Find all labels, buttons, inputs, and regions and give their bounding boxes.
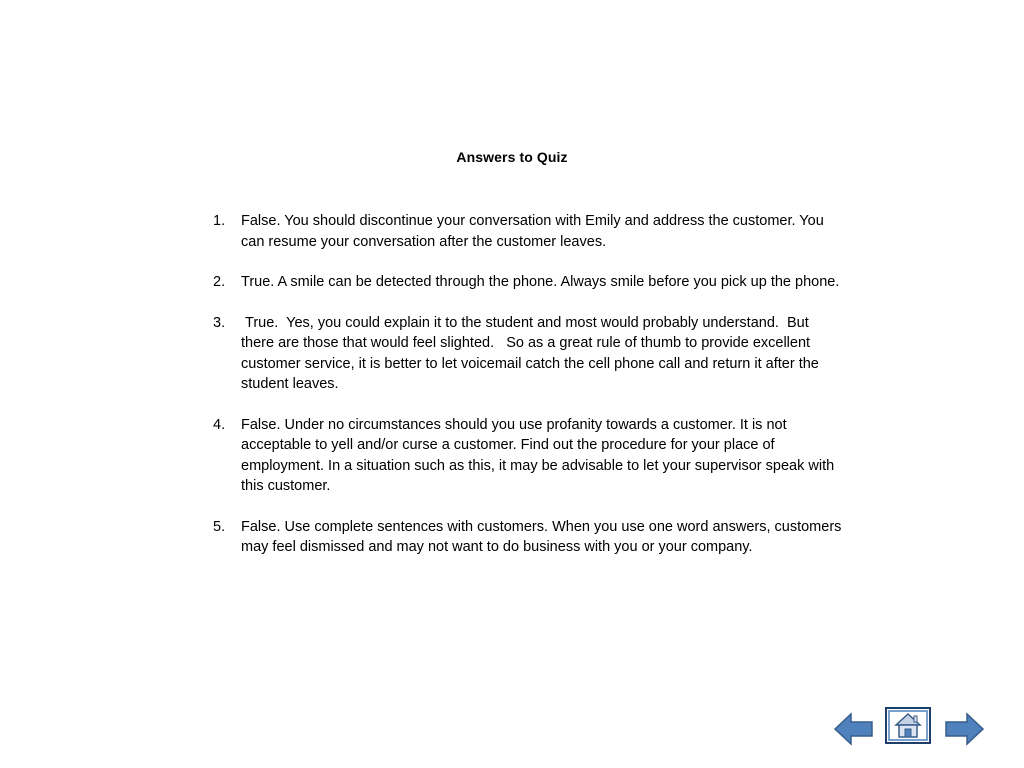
answer-text: False. You should discontinue your conversation with Emily and address the customer. You can resume your conversation after the customer leaves. xyxy=(241,213,824,250)
answer-item-4 xyxy=(213,415,843,497)
answer-number: 5. xyxy=(213,518,226,535)
home-button[interactable] xyxy=(885,707,931,744)
answer-item-1 xyxy=(213,211,843,252)
answer-list xyxy=(213,211,843,578)
answer-item-3 xyxy=(213,313,843,395)
answer-text: False. Under no circumstances should you use profanity towards a customer. It is not acceptable to yell and/or curse a customer. Find out the procedure for your place of employment. In a situation such as this, it may be advisable to let your supervisor speak with this customer. xyxy=(241,416,835,494)
answer-number: 2. xyxy=(213,274,226,290)
answer-text: True. Yes, you could explain it to the student and most would probably understand. But there are those that would feel slighted. So as a great rule of thumb to provide excellent customer service, it is better to let voicemail catch the cell phone call and return it after the student leaves. xyxy=(241,314,823,392)
answer-number: 1. xyxy=(213,213,226,229)
answer-number: 3. xyxy=(213,314,226,331)
arrow-right-icon xyxy=(944,712,984,746)
slide-navigation xyxy=(834,707,986,751)
answer-item-5 xyxy=(213,517,843,558)
answer-item-2 xyxy=(213,272,843,293)
home-icon xyxy=(885,707,931,744)
previous-button[interactable] xyxy=(834,712,874,746)
answer-text: True. A smile can be detected through the phone. Always smile before you pick up the phone. xyxy=(241,274,840,290)
answer-text: False. Use complete sentences with customers. When you use one word answers, customers may feel dismissed and may not want to do business with you or your company. xyxy=(241,518,842,555)
next-button[interactable] xyxy=(944,712,984,746)
answer-number: 4. xyxy=(213,416,226,433)
arrow-left-icon xyxy=(834,712,874,746)
page-title: Answers to Quiz xyxy=(456,149,568,165)
